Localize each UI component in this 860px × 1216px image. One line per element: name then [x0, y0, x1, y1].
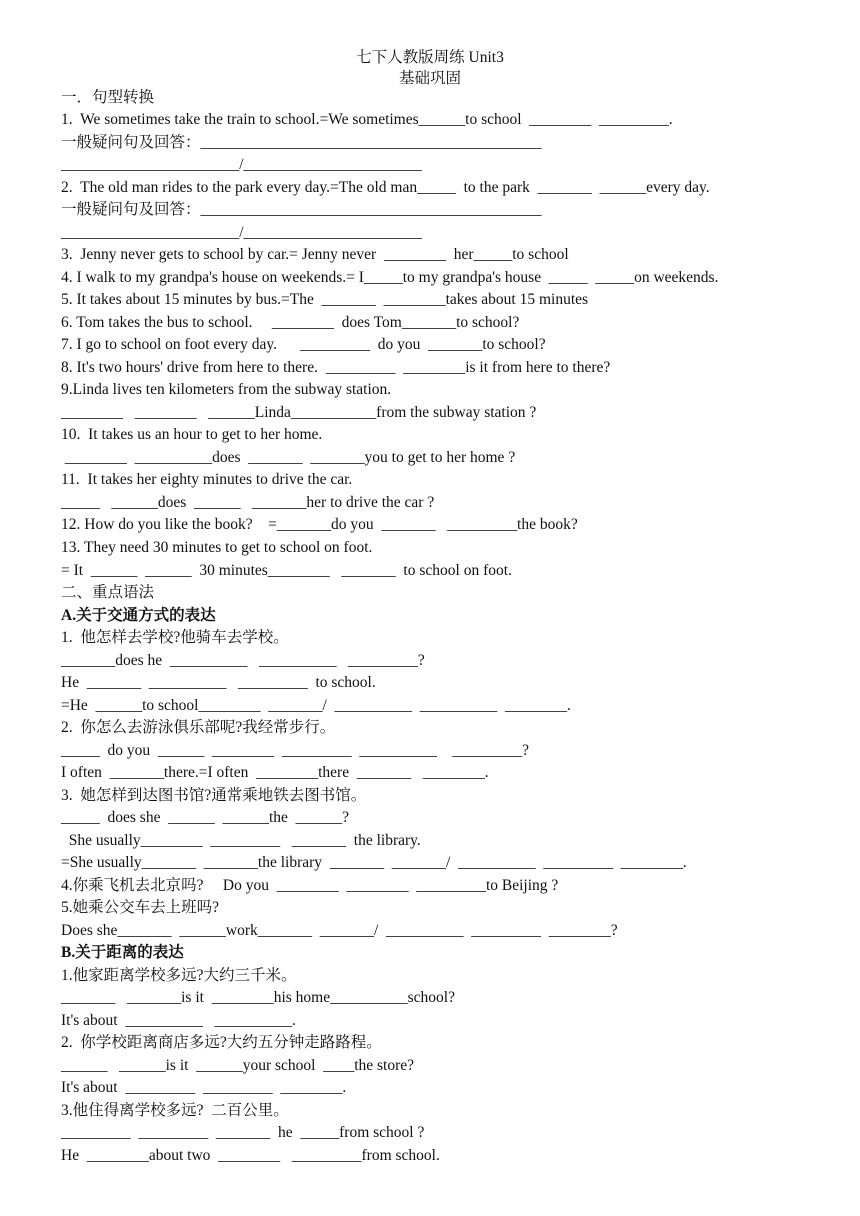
exercise-line: 2. 你怎么去游泳俱乐部呢?我经常步行。 [61, 719, 336, 736]
exercise-line: _________ _________ _______ he _____from school ? [61, 1124, 425, 1141]
exercise-line: 6. Tom takes the bus to school. ________ does Tom_______to school? [61, 314, 520, 331]
exercise-line: _______ _______is it ________his home__________school? [61, 989, 455, 1006]
exercise-line: _______________________/_______________________ [61, 224, 422, 241]
worksheet-subtitle: 基础巩固 [398, 70, 461, 87]
exercise-line: 8. It's two hours' drive from here to there. _________ ________is it from here to there? [61, 359, 611, 376]
exercise-line: 5.她乘公交车去上班吗? [61, 899, 220, 916]
exercise-line: ________ __________does _______ _______you to get to her home ? [61, 449, 516, 466]
exercise-line: _____ do you ______ ________ _________ __________ _________? [61, 742, 530, 759]
exercise-line: = It ______ ______ 30 minutes________ _______ to school on foot. [61, 562, 512, 579]
exercise-line: _____ ______does ______ _______her to drive the car ? [61, 494, 435, 511]
exercise-line: 1. We sometimes take the train to school.=We sometimes______to school ________ _________. [61, 111, 673, 128]
exercise-line: _______does he __________ __________ _________? [61, 652, 425, 669]
exercise-line: 10. It takes us an hour to get to her home. [61, 426, 323, 443]
exercise-line: B.关于距离的表达 [61, 944, 184, 961]
exercise-line: 13. They need 30 minutes to get to school on foot. [61, 539, 373, 556]
exercise-line: 3. Jenny never gets to school by car.= Jenny never ________ her_____to school [61, 246, 569, 263]
exercise-line: He ________about two ________ _________from school. [61, 1147, 440, 1164]
exercise-line: =He ______to school________ _______/ __________ __________ ________. [61, 697, 571, 714]
exercise-line: 5. It takes about 15 minutes by bus.=The _______ ________takes about 15 minutes [61, 291, 589, 308]
exercise-line: _______________________/_______________________ [61, 156, 422, 173]
exercise-line: She usually________ _________ _______ the library. [61, 832, 421, 849]
exercise-line: 9.Linda lives ten kilometers from the subway station. [61, 381, 392, 398]
exercise-line: 4. I walk to my grandpa's house on weekends.= I_____to my grandpa's house _____ _____on weekends. [61, 269, 719, 286]
exercise-line: 12. How do you like the book? =_______do you _______ _________the book? [61, 516, 578, 533]
exercise-line: He _______ __________ _________ to school. [61, 674, 376, 691]
exercise-line: 2. 你学校距离商店多远?大约五分钟走路路程。 [61, 1034, 382, 1051]
exercise-line: 4.你乘飞机去北京吗? Do you ________ ________ _________to Beijing ? [61, 877, 559, 894]
exercise-line: 7. I go to school on foot every day. _________ do you _______to school? [61, 336, 546, 353]
exercise-line: 一般疑问句及回答：____________________________________________ [61, 201, 542, 218]
exercise-line: It's about _________ _________ ________. [61, 1079, 347, 1096]
exercise-line: 一般疑问句及回答：____________________________________________ [61, 134, 542, 151]
exercise-line: ________ ________ ______Linda___________from the subway station ? [61, 404, 537, 421]
exercise-line: 一．句型转换 [61, 89, 155, 106]
exercise-line: 1.他家距离学校多远?大约三千米。 [61, 967, 297, 984]
exercise-line: =She usually_______ _______the library _______ _______/ __________ _________ ________. [61, 854, 687, 871]
exercise-line: _____ does she ______ ______the ______? [61, 809, 350, 826]
worksheet-title: 七下人教版周练 Unit3 [356, 49, 504, 66]
exercise-line: It's about __________ __________. [61, 1012, 296, 1029]
exercise-line: 11. It takes her eighty minutes to drive the car. [61, 471, 353, 488]
exercise-line: ______ ______is it ______your school ____the store? [61, 1057, 415, 1074]
exercise-line: 二、重点语法 [61, 584, 155, 601]
exercise-line: 2. The old man rides to the park every day.=The old man_____ to the park _______ ______every day. [61, 179, 710, 196]
exercise-line: I often _______there.=I often ________there _______ ________. [61, 764, 489, 781]
exercise-line: 3. 她怎样到达图书馆?通常乘地铁去图书馆。 [61, 787, 367, 804]
exercise-line: A.关于交通方式的表达 [61, 607, 216, 624]
exercise-line: Does she_______ ______work_______ _______/ __________ _________ ________? [61, 922, 618, 939]
exercise-line: 1. 他怎样去学校?他骑车去学校。 [61, 629, 289, 646]
exercise-line: 3.他住得离学校多远? 二百公里。 [61, 1102, 289, 1119]
